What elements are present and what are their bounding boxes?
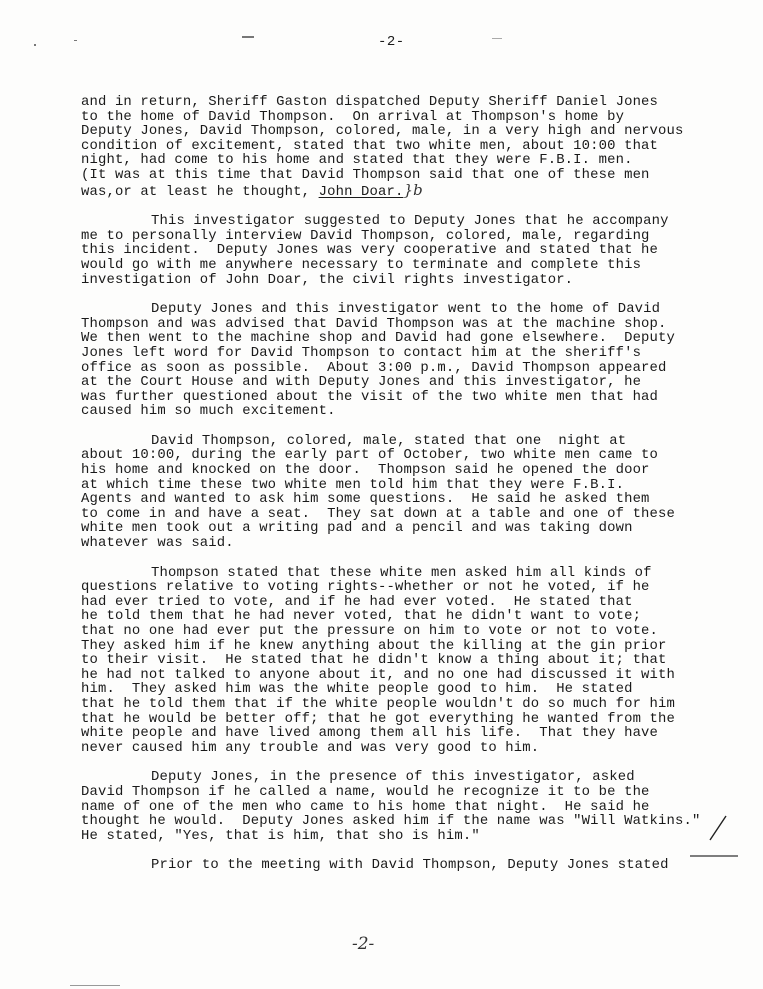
text-line: Deputy Jones and this investigator went to the home of David bbox=[151, 301, 661, 318]
scan-edge-line bbox=[70, 985, 120, 986]
text-line: We then went to the machine shop and David had gone elsewhere. Deputy bbox=[81, 330, 676, 347]
text-line: office as soon as possible. About 3:00 p.m., David Thompson appeared bbox=[81, 359, 667, 376]
document-body bbox=[81, 95, 731, 888]
paragraph-4 bbox=[81, 434, 731, 551]
text-line: me to personally interview David Thompson, colored, male, regarding bbox=[81, 227, 650, 244]
text-line: Jones left word for David Thompson to contact him at the sheriff's bbox=[81, 344, 642, 361]
text-line: had ever tried to vote, and if he had ever voted. He stated that bbox=[81, 593, 633, 610]
text-line: Thompson stated that these white men asked him all kinds of bbox=[151, 564, 652, 581]
text-line: They asked him if he knew anything about the killing at the gin prior bbox=[81, 637, 667, 654]
text-line: condition of excitement, stated that two white men, about 10:00 that bbox=[81, 137, 659, 154]
text-line: David Thompson, colored, male, stated that one night at bbox=[151, 432, 627, 449]
text-line: this incident. Deputy Jones was very cooperative and stated that he bbox=[81, 242, 659, 259]
text-line: caused him so much excitement. bbox=[81, 403, 336, 420]
paragraph-7 bbox=[81, 858, 731, 873]
handwritten-mark: }b bbox=[403, 180, 423, 199]
text-line: David Thompson if he called a name, would he recognize it to be the bbox=[81, 783, 650, 800]
text-line: at the Court House and with Deputy Jones and this investigator, he bbox=[81, 374, 642, 391]
text-line: never caused him any trouble and was very good to him. bbox=[81, 739, 540, 756]
text-line: he had not talked to anyone about it, and no one had discussed it with bbox=[81, 666, 676, 683]
text-line: that he would be better off; that he got everything he wanted from the bbox=[81, 710, 676, 727]
text-line: Deputy Jones, in the presence of this investigator, asked bbox=[151, 769, 635, 786]
paragraph-2 bbox=[81, 214, 731, 287]
paragraph-1 bbox=[81, 95, 731, 199]
text-line: Deputy Jones, David Thompson, colored, male, in a very high and nervous bbox=[81, 123, 684, 140]
check-mark-icon bbox=[690, 806, 740, 866]
text-line: his home and knocked on the door. Thompson said he opened the door bbox=[81, 462, 650, 479]
text-line: white people and have lived among them all his life. That they have bbox=[81, 725, 659, 742]
text-line: Agents and wanted to ask him some questions. He said he asked them bbox=[81, 491, 650, 508]
text-line: him. They asked him was the white people good to him. He stated bbox=[81, 681, 633, 698]
text-line: whatever was said. bbox=[81, 535, 234, 552]
text-line: that he told them that if the white people wouldn't do so much for him bbox=[81, 695, 676, 712]
text-line: white men took out a writing pad and a pencil and was taking down bbox=[81, 520, 633, 537]
scan-speck bbox=[242, 36, 254, 38]
scan-speck bbox=[34, 44, 36, 46]
text-line: would go with me anywhere necessary to terminate and complete this bbox=[81, 256, 642, 273]
text-line: to the home of David Thompson. On arrival at Thompson's home by bbox=[81, 108, 625, 125]
text-line: that no one had ever put the pressure on him to vote or not to vote. bbox=[81, 623, 659, 639]
text-line: investigation of John Doar, the civil rights investigator. bbox=[81, 271, 574, 288]
text-line: about 10:00, during the early part of October, two white men came to bbox=[81, 447, 659, 464]
text-line: This investigator suggested to Deputy Jones that he accompany bbox=[151, 213, 669, 230]
text-line: to their visit. He stated that he didn't know a thing about it; that bbox=[81, 652, 667, 669]
text-line: Thompson and was advised that David Thompson was at the machine shop. bbox=[81, 315, 667, 332]
text-line: (It was at this time that David Thompson said that one of these men bbox=[81, 166, 650, 183]
page-number: -2- bbox=[378, 34, 405, 50]
scan-speck bbox=[492, 38, 502, 39]
text-line: name of one of the men who came to his home that night. He said he bbox=[81, 798, 650, 815]
text-line: was,or at least he thought, bbox=[81, 183, 319, 200]
scan-speck bbox=[74, 40, 77, 41]
text-line: at which time these two white men told him that they were F.B.I. bbox=[81, 476, 625, 493]
paragraph-3 bbox=[81, 302, 731, 419]
text-line: questions relative to voting rights--whether or not he voted, if he bbox=[81, 579, 650, 596]
text-line: thought he would. Deputy Jones asked him if the name was "Will Watkins." bbox=[81, 813, 701, 830]
text-line: to come in and have a seat. They sat down at a table and one of these bbox=[81, 505, 676, 522]
text-line: He stated, "Yes, that is him, that sho is him." bbox=[81, 827, 480, 844]
paragraph-6 bbox=[81, 770, 731, 843]
paragraph-5 bbox=[81, 566, 731, 756]
text-line: Prior to the meeting with David Thompson, Deputy Jones stated bbox=[151, 857, 669, 874]
handwritten-page-number: -2- bbox=[352, 934, 375, 954]
text-line: night, had come to his home and stated that they were F.B.I. men. bbox=[81, 152, 633, 169]
text-line: and in return, Sheriff Gaston dispatched Deputy Sheriff Daniel Jones bbox=[81, 94, 659, 110]
text-line: he told them that he had never voted, that he didn't want to vote; bbox=[81, 608, 642, 625]
underlined-name: John Doar. bbox=[318, 183, 404, 200]
text-line: was further questioned about the visit of the two white men that had bbox=[81, 388, 659, 405]
